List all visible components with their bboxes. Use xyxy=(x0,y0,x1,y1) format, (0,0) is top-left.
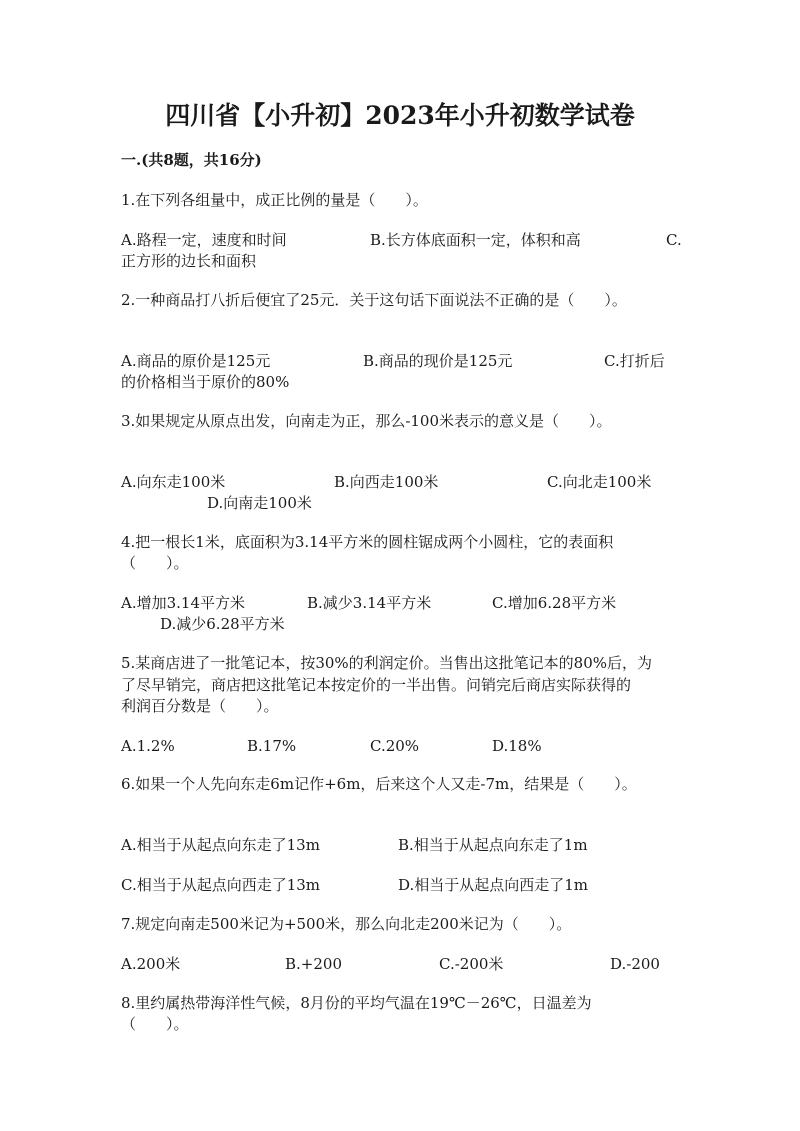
option-b: B.相当于从起点向东走了1m xyxy=(398,836,588,854)
question-stem-continued: （ ）。 xyxy=(121,554,189,572)
option-b: B.向西走100米 xyxy=(334,473,439,491)
option-d: D.-200 xyxy=(610,955,660,973)
question-stem-continued: （ ）。 xyxy=(121,1015,189,1033)
option-a: A.1.2% xyxy=(121,737,175,755)
option-c-continued: 的价格相当于原价的80% xyxy=(121,373,290,391)
option-a: A.增加3.14平方米 xyxy=(121,594,245,612)
option-c: C.相当于从起点向西走了13m xyxy=(121,876,321,894)
option-b: B.减少3.14平方米 xyxy=(307,594,432,612)
question-stem: 8.里约属热带海洋性气候，8月份的平均气温在19℃－26℃，日温差为 xyxy=(121,994,592,1012)
option-b: B.17% xyxy=(247,737,297,755)
option-a: A.路程一定，速度和时间 xyxy=(121,231,287,249)
exam-title: 四川省【小升初】2023年小升初数学试卷 xyxy=(165,101,635,130)
option-d: D.向南走100米 xyxy=(207,494,312,512)
question-stem: 4.把一根长1米，底面积为3.14平方米的圆柱锯成两个小圆柱，它的表面积 xyxy=(121,533,614,551)
option-d: D.18% xyxy=(492,737,542,755)
option-d: D.相当于从起点向西走了1m xyxy=(398,876,589,894)
option-c: C.向北走100米 xyxy=(547,473,652,491)
option-c: C.20% xyxy=(370,737,420,755)
question-stem: 1.在下列各组量中，成正比例的量是（ ）。 xyxy=(121,191,428,209)
section-heading: 一.(共8题，共16分) xyxy=(121,151,262,169)
option-c: C.打折后 xyxy=(604,352,665,370)
option-b: B.+200 xyxy=(285,955,342,973)
question-stem: 5.某商店进了一批笔记本，按30%的利润定价。当售出这批笔记本的80%后，为 xyxy=(121,654,652,672)
option-c: C.增加6.28平方米 xyxy=(492,594,617,612)
option-a: A.相当于从起点向东走了13m xyxy=(121,836,320,854)
option-a: A.商品的原价是125元 xyxy=(121,352,271,370)
question-stem: 7.规定向南走500米记为+500米，那么向北走200米记为（ ）。 xyxy=(121,915,572,933)
question-stem: 2.一种商品打八折后便宜了25元．关于这句话下面说法不正确的是（ ）。 xyxy=(121,291,627,309)
option-a: A.200米 xyxy=(121,955,181,973)
option-c: C.-200米 xyxy=(439,955,504,973)
question-stem-continued: 了尽早销完，商店把这批笔记本按定价的一半出售。问销完后商店实际获得的 xyxy=(121,676,632,694)
question-stem: 3.如果规定从原点出发，向南走为正，那么-100米表示的意义是（ ）。 xyxy=(121,412,612,430)
option-b: B.长方体底面积一定，体积和高 xyxy=(370,231,581,249)
question-stem: 6.如果一个人先向东走6m记作+6m，后来这个人又走-7m，结果是（ ）。 xyxy=(121,775,637,793)
option-b: B.商品的现价是125元 xyxy=(363,352,513,370)
option-c-continued: 正方形的边长和面积 xyxy=(121,252,257,270)
option-d: D.减少6.28平方米 xyxy=(160,615,285,633)
question-stem-continued: 利润百分数是（ ）。 xyxy=(121,697,279,715)
option-a: A.向东走100米 xyxy=(121,473,226,491)
option-c: C. xyxy=(666,231,682,249)
